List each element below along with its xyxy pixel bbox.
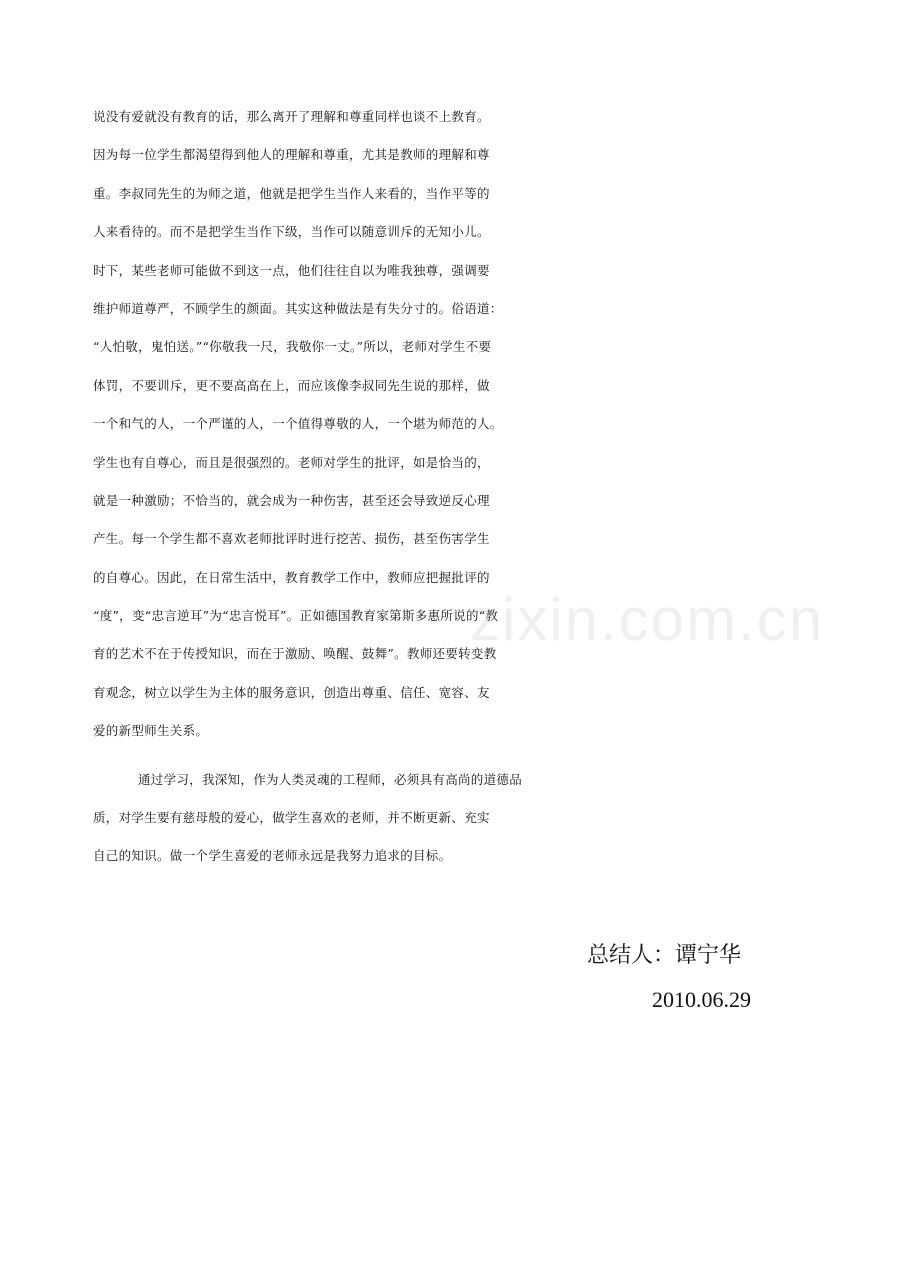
text-line: 质，对学生要有慈母般的爱心，做学生喜欢的老师，并不断更新、充实 [93, 810, 490, 826]
text-line: 的自尊心。因此，在日常生活中，教育教学工作中，教师应把握批评的 [93, 569, 490, 585]
text-line: 就是一种激励；不恰当的，就会成为一种伤害，甚至还会导致逆反心理 [93, 492, 490, 508]
signature-author: 总结人：谭宁华 [587, 943, 742, 968]
text-line: 时下，某些老师可能做不到这一点，他们往往自以为唯我独尊，强调要 [93, 262, 490, 278]
text-line: 一个和气的人，一个严谨的人，一个值得尊敬的人，一个堪为师范的人。 [93, 416, 503, 432]
text-line: 因为每一位学生都渴望得到他人的理解和尊重，尤其是教师的理解和尊 [93, 147, 490, 163]
paragraph-gap [93, 751, 833, 761]
text-line: 人来看待的。而不是把学生当作下级，当作可以随意训斥的无知小儿。 [93, 224, 490, 240]
signature-date: 2010.06.29 [652, 987, 751, 1012]
text-line: 育的艺术不在于传授知识，而在于激励、唤醒、鼓舞”。教师还要转变教 [93, 646, 497, 662]
document-body [93, 98, 833, 876]
watermark: zixin.com.cn [470, 586, 825, 653]
paragraph-2 [93, 761, 833, 876]
text-line: “人怕敬，鬼怕送。”“你敬我一尺，我敬你一丈。”所以，老师对学生不要 [93, 339, 492, 355]
text-line: 产生。每一个学生都不喜欢老师批评时进行挖苦、损伤，甚至伤害学生 [93, 531, 490, 547]
text-line: 体罚，不要训斥，更不要高高在上，而应该像李叔同先生说的那样，做 [93, 377, 490, 393]
text-line: 维护师道尊严，不顾学生的颜面。其实这种做法是有失分寸的。俗语道： [93, 300, 503, 316]
text-line: 学生也有自尊心，而且是很强烈的。老师对学生的批评，如是恰当的， [93, 454, 490, 470]
text-line: 重。李叔同先生的为师之道，他就是把学生当作人来看的，当作平等的 [93, 185, 490, 201]
text-line: 自己的知识。做一个学生喜爱的老师永远是我努力追求的目标。 [93, 848, 452, 864]
text-line: 爱的新型师生关系。 [93, 723, 209, 739]
text-line: 说没有爱就没有教育的话，那么离开了理解和尊重同样也谈不上教育。 [93, 109, 490, 124]
paragraph-1 [93, 98, 833, 751]
text-line: 通过学习，我深知，作为人类灵魂的工程师，必须具有高尚的道德品 [138, 771, 523, 787]
text-line: 育观念，树立以学生为主体的服务意识，创造出尊重、信任、宽容、友 [93, 684, 490, 700]
text-line: “度”，变“忠言逆耳”为“忠言悦耳”。正如德国教育家第斯多惠所说的“教 [93, 608, 499, 624]
